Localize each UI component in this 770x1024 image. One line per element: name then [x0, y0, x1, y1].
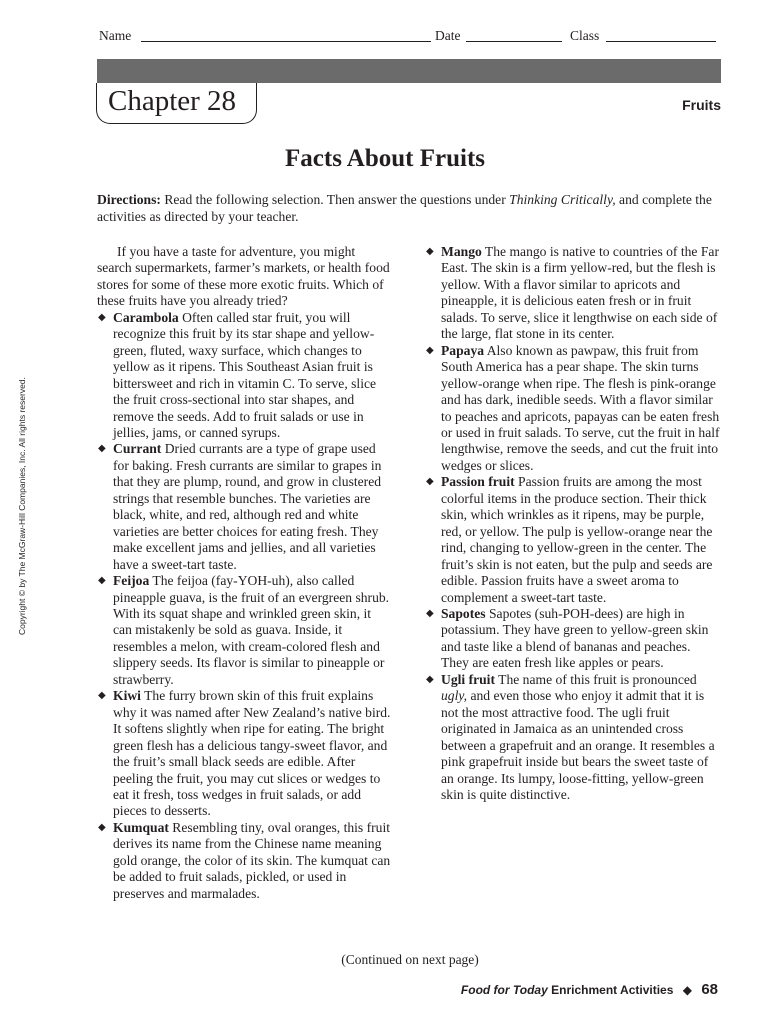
- directions-emphasis: Thinking Critically,: [509, 192, 616, 207]
- continued-note: (Continued on next page): [341, 952, 479, 967]
- class-label: Class: [570, 28, 600, 43]
- fruit-term: Kumquat: [113, 819, 169, 835]
- fruit-description: Passion fruits are among the most colorful items in the produce section. Their thick skin, which wrinkles as it ripens, may be purple, red, or yellow. The pulp is yellow-orange near the rind, changing to yellow-green in the center. The fruit’s skin is not eaten, but the pulp and seeds are edible. Passion fruits have a sweet aroma to complement a sweet-tart taste.: [441, 474, 713, 605]
- fruit-term: Passion fruit: [441, 474, 515, 490]
- fruit-term: Sapotes: [441, 605, 486, 621]
- date-field-line[interactable]: [466, 41, 562, 42]
- diamond-bullet-icon: ◆: [426, 476, 434, 488]
- fruit-entry: [97, 441, 393, 573]
- fruit-description: The feijoa (fay-YOH-uh), also called pineapple guava, is the fruit of an evergreen shrub. With its squat shape and wrinkled green skin, it can mistakenly be sold as guava. Inside, it resembles a melon, with cream-colored flesh and slippery seeds. Its flavor is similar to pineapple or strawberry.: [113, 573, 390, 687]
- page-title: Facts About Fruits: [285, 145, 485, 172]
- diamond-bullet-icon: ◆: [426, 246, 434, 257]
- diamond-bullet-icon: ◆: [426, 673, 434, 685]
- intro-paragraph: If you have a taste for adventure, you might search supermarkets, farmer’s markets, or health food stores for some of these more exotic fruits. Which of these fruits have you already tried?: [97, 244, 390, 309]
- chapter-label: Chapter 28: [108, 85, 237, 117]
- fruit-entry: [425, 343, 721, 475]
- directions-label: Directions:: [97, 192, 161, 207]
- fruit-entry: [97, 310, 393, 442]
- fruit-description: The mango is native to countries of the Far East. The skin is a firm yellow-red, but the flesh is yellow. With a flavor similar to apricots and pineapple, it is delicious eaten fresh or in fruit salads. To serve, slice it lengthwise on each side of the large, flat stone in its center.: [441, 244, 719, 342]
- page-footer: [461, 981, 718, 998]
- diamond-bullet-icon: ◆: [98, 821, 106, 833]
- footer-book-title: Food for Today: [460, 983, 548, 997]
- fruit-description: The furry brown skin of this fruit explains why it was named after New Zealand’s native bird. It softens slightly when ripe for eating. The bright green flesh has a delicious tangy-sweet flavor, and the fruit’s small black seeds are edible. After peeling the fruit, you may cut slices or wedges to eat it fresh, toss wedges in fruit salads, or add pieces to desserts.: [113, 688, 391, 819]
- fruit-entry: [425, 244, 721, 343]
- chapter-topic: Fruits: [682, 97, 721, 113]
- fruit-description: Often called star fruit, you will recognize this fruit by its star shape and yellow-green, fluted, waxy surface, which changes to yellow as it ripens. This Southeast Asian fruit is bittersweet and rich in vitamin C. To serve, slice the fruit cross-sectional into star shapes, and remove the seeds. Add to fruit salads or use in jellies, jams, or canned syrups.: [113, 309, 377, 440]
- fruit-entry: [97, 688, 393, 820]
- diamond-bullet-icon: ◆: [98, 443, 106, 455]
- diamond-bullet-icon: ◆: [98, 690, 106, 702]
- chapter-banner: [97, 59, 721, 83]
- name-field-line[interactable]: [141, 41, 431, 42]
- diamond-bullet-icon: ◆: [426, 344, 434, 356]
- fruit-description: Sapotes (suh-POH-dees) are high in potassium. They have green to yellow-green skin and taste like a blend of bananas and peaches. They are eaten fresh like apples or pears.: [441, 605, 709, 671]
- fruit-term: Kiwi: [113, 688, 141, 704]
- fruit-description: Dried currants are a type of grape used for baking. Fresh currants are similar to grapes in that they are plump, round, and grow in clustered strings that resemble bunches. The varieties are black, white, and red, although red and white varieties are better choices for eating fresh. They make excellent jams and jellies, and all varieties have a sweet-tart taste.: [113, 441, 382, 572]
- date-label: Date: [435, 28, 461, 43]
- fruit-term: Feijoa: [113, 573, 150, 589]
- fruit-entry: [97, 820, 393, 902]
- fruit-description: Resembling tiny, oval oranges, this fruit derives its name from the Chinese name meaning gold orange, the color of its skin. The kumquat can be added to fruit salads, pickled, or used in preserves and marmalades.: [113, 819, 391, 901]
- diamond-bullet-icon: ◆: [98, 311, 106, 323]
- fruit-entry: [425, 606, 721, 672]
- fruit-entry: [425, 672, 721, 804]
- footer-book-rest: Enrichment Activities: [547, 983, 674, 997]
- name-label: Name: [99, 28, 132, 43]
- fruit-term: Carambola: [113, 309, 179, 325]
- directions-text-2: and complete the activities as directed by your teacher.: [97, 192, 712, 224]
- copyright-notice: Copyright © by The McGraw-Hill Companies, Inc. All rights reserved.: [17, 377, 27, 635]
- left-column: [97, 244, 393, 902]
- fruit-term: Mango: [441, 244, 482, 259]
- class-field-line[interactable]: [606, 41, 716, 42]
- fruit-entry: [97, 573, 393, 688]
- fruit-description: and even those who enjoy it admit that it is not the most attractive food. The ugli fruit originated in Jamaica as an unintended cross between a grapefruit and an orange. It resembles a pink grapefruit inside but bears the sweet taste of an orange. Its lumpy, loose-fitting, yellow-green skin is quite distinctive.: [441, 688, 715, 802]
- right-column: [425, 244, 721, 803]
- directions-text-1: Read the following selection. Then answer the questions under: [160, 192, 510, 207]
- footer-diamond-icon: ◆: [682, 983, 692, 997]
- diamond-bullet-icon: ◆: [98, 575, 106, 587]
- diamond-bullet-icon: ◆: [426, 607, 434, 619]
- directions: [97, 192, 722, 225]
- fruit-entry: [425, 474, 721, 606]
- fruit-term: Papaya: [441, 342, 485, 358]
- page-number: 68: [701, 981, 718, 998]
- fruit-description: Also known as pawpaw, this fruit from South America has a pear shape. The skin turns yellow-orange when ripe. The flesh is pink-orange and has dark, inedible seeds. With a flavor similar to peaches and apricots, papayas can be eaten fresh or used in fruit salads. To serve, cut the fruit in half lengthwise, remove the seeds, and cut the fruit into wedges or slices.: [441, 342, 720, 473]
- chapter-tab: [96, 83, 257, 124]
- fruit-term: Ugli fruit: [441, 671, 495, 687]
- fruit-description-part: The name of this fruit is pronounced: [495, 671, 697, 687]
- fruit-term: Currant: [113, 441, 162, 457]
- fruit-description-emphasis: ugly,: [441, 688, 468, 704]
